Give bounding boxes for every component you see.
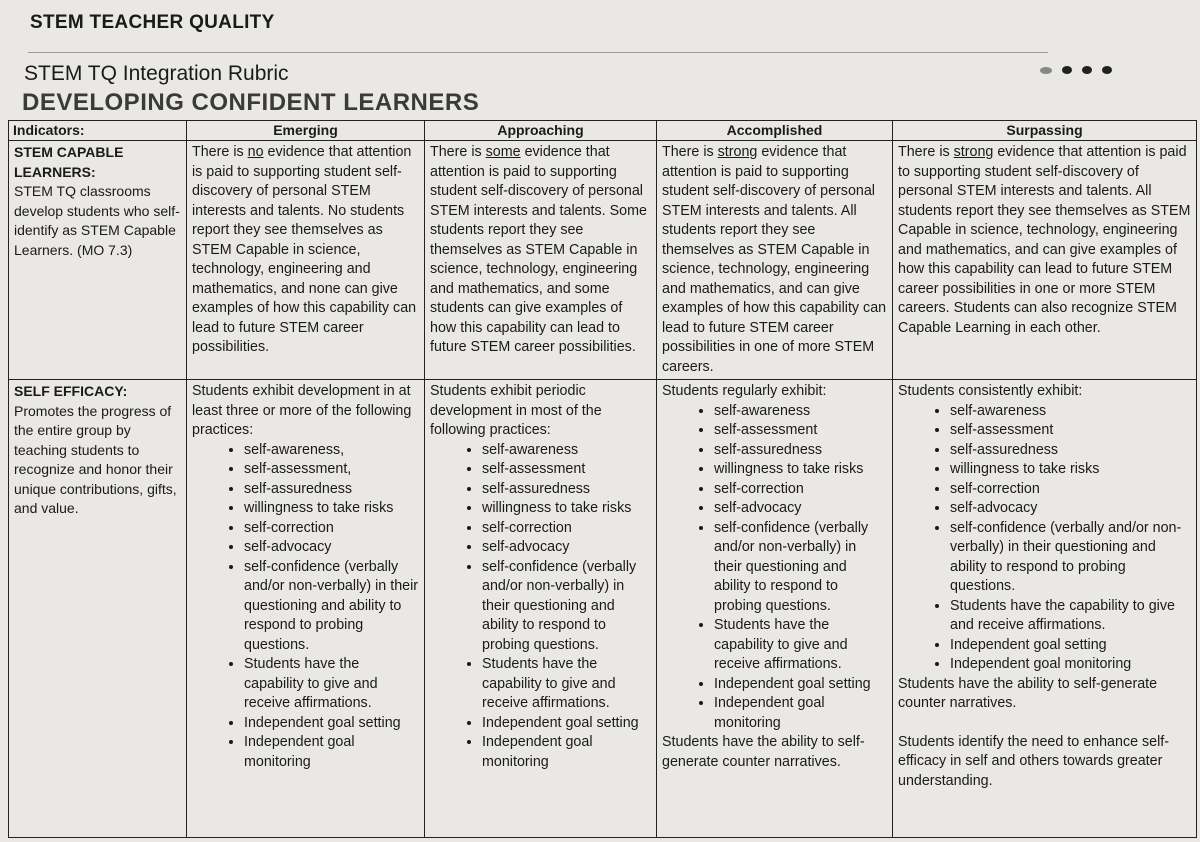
- list-item: • Independent goal monitoring: [244, 733, 419, 772]
- header-approaching: Approaching: [425, 121, 657, 141]
- rubric-subtitle: STEM TQ Integration Rubric: [24, 62, 289, 85]
- list-item: • Independent goal setting: [244, 714, 419, 734]
- list-item: • self-assessment,: [244, 460, 419, 480]
- list-item: • self-assuredness: [244, 480, 419, 500]
- list-item: • self-awareness,: [244, 441, 419, 461]
- indicator-label: STEM CAPABLE LEARNERS:: [14, 144, 124, 180]
- list-item: • self-correction: [482, 519, 651, 539]
- list-item: • Students have the capability to give and receive affirmations.: [950, 597, 1191, 636]
- list-item: • Independent goal setting: [950, 636, 1191, 656]
- practice-intro: Students exhibit periodic development in most of the following practices:: [430, 383, 602, 438]
- list-item: • self-assessment: [482, 460, 651, 480]
- practice-intro: Students consistently exhibit:: [898, 383, 1083, 399]
- list-item: • self-correction: [244, 519, 419, 539]
- list-item: • Independent goal setting: [482, 714, 651, 734]
- header-surpassing: Surpassing: [893, 121, 1197, 141]
- list-item: • Independent goal monitoring: [482, 733, 651, 772]
- list-item: • willingness to take risks: [244, 499, 419, 519]
- rubric-title: DEVELOPING CONFIDENT LEARNERS: [22, 89, 480, 116]
- cell-accomplished: There is strong evidence that attention is paid to supporting student self-discovery of personal STEM interests and talents. All students report they see themselves as STEM Capable in science, technology, engineering and mathematics, and can give examples of how this capability can lead to future STEM career possibilities in one of more STEM careers.: [657, 141, 893, 380]
- practice-list: [662, 402, 887, 734]
- list-item: • self-assuredness: [950, 441, 1191, 461]
- cell-approaching: There is some evidence that attention is paid to supporting student self-discovery of personal STEM interests and talents. Some students report they see themselves as STEM Capable in science, technology, engineering and mathematics, and some students can give examples of how this capability can lead to future STEM career possibilities.: [425, 141, 657, 380]
- cell-emerging: [187, 380, 425, 838]
- row-stem-capable: [9, 141, 1197, 380]
- practice-outro: Students have the ability to self-generate counter narratives.: [898, 675, 1158, 711]
- header-accomplished: Accomplished: [657, 121, 893, 141]
- indicator-text: STEM TQ classrooms develop students who self-identify as STEM Capable Learners. (MO 7.3): [14, 183, 180, 258]
- list-item: • Students have the capability to give and receive affirmations.: [482, 655, 651, 714]
- rubric-table: [8, 120, 1197, 838]
- list-item: • Independent goal monitoring: [714, 694, 887, 733]
- header-rule: [28, 52, 1048, 53]
- list-item: • self-advocacy: [950, 499, 1191, 519]
- practice-intro: Students exhibit development in at least three or more of the following practices:: [192, 383, 412, 438]
- practice-list: [430, 441, 651, 773]
- list-item: • self-assuredness: [482, 480, 651, 500]
- list-item: • Students have the capability to give and receive affirmations.: [714, 616, 887, 675]
- cell-surpassing: There is strong evidence that attention is paid to supporting student self-discovery of personal STEM interests and talents. All students report they see themselves as STEM Capable in science, technology, engineering and mathematics, and can give examples of how this capability can lead to future STEM career possibilities in one or more STEM careers. Students can also recognize STEM Capable Learning in each other.: [893, 141, 1197, 380]
- list-item: • self-awareness: [714, 402, 887, 422]
- spacer: [898, 714, 1191, 733]
- list-item: • self-correction: [714, 480, 887, 500]
- list-item: • self-confidence (verbally and/or non-verbally) in their questioning and ability to respond to probing questions.: [482, 558, 651, 656]
- cell-surpassing: [893, 380, 1197, 838]
- organization-name: STEM TEACHER QUALITY: [30, 12, 275, 33]
- list-item: • self-confidence (verbally and/or non-verbally) in their questioning and ability to respond to probing questions.: [714, 519, 887, 617]
- indicator-text: Promotes the progress of the entire group by teaching students to recognize and honor their unique contributions, gifts, and value.: [14, 402, 177, 516]
- list-item: • Students have the capability to give and receive affirmations.: [244, 655, 419, 714]
- list-item: • self-awareness: [950, 402, 1191, 422]
- cell-approaching: [425, 380, 657, 838]
- practice-list: [898, 402, 1191, 675]
- cell-emerging: There is no evidence that attention is paid to supporting student self-discovery of personal STEM interests and talents. No students report they see themselves as STEM Capable in science, technology, engineering and mathematics, and none can give examples of how this capability can lead to future STEM career possibilities.: [187, 141, 425, 380]
- list-item: • Independent goal setting: [714, 675, 887, 695]
- cell-accomplished: [657, 380, 893, 838]
- indicator-self-efficacy: [9, 380, 187, 838]
- indicator-label: SELF EFFICACY:: [14, 383, 128, 399]
- list-item: • self-advocacy: [714, 499, 887, 519]
- list-item: • self-advocacy: [482, 538, 651, 558]
- list-item: • self-advocacy: [244, 538, 419, 558]
- practice-outro: Students identify the need to enhance self-efficacy in self and others towards greater understanding.: [898, 733, 1170, 789]
- header-emerging: Emerging: [187, 121, 425, 141]
- list-item: • self-assessment: [950, 421, 1191, 441]
- list-item: • self-awareness: [482, 441, 651, 461]
- list-item: • Independent goal monitoring: [950, 655, 1191, 675]
- list-item: • self-confidence (verbally and/or non-verbally) in their questioning and ability to respond to probing questions.: [950, 519, 1191, 597]
- practice-list: [192, 441, 419, 773]
- header-indicators: Indicators:: [9, 121, 187, 141]
- row-self-efficacy: [9, 380, 1197, 838]
- list-item: • willingness to take risks: [482, 499, 651, 519]
- list-item: • willingness to take risks: [950, 460, 1191, 480]
- list-item: • self-correction: [950, 480, 1191, 500]
- list-item: • willingness to take risks: [714, 460, 887, 480]
- list-item: • self-assuredness: [714, 441, 887, 461]
- list-item: • self-confidence (verbally and/or non-verbally) in their questioning and ability to respond to probing questions.: [244, 558, 419, 656]
- practice-intro: Students regularly exhibit:: [662, 383, 827, 399]
- indicator-stem-capable: [9, 141, 187, 380]
- practice-outro: Students have the ability to self-generate counter narratives.: [662, 734, 865, 770]
- header-row: [9, 121, 1197, 141]
- list-item: • self-assessment: [714, 421, 887, 441]
- decorative-dots: [1040, 63, 1122, 74]
